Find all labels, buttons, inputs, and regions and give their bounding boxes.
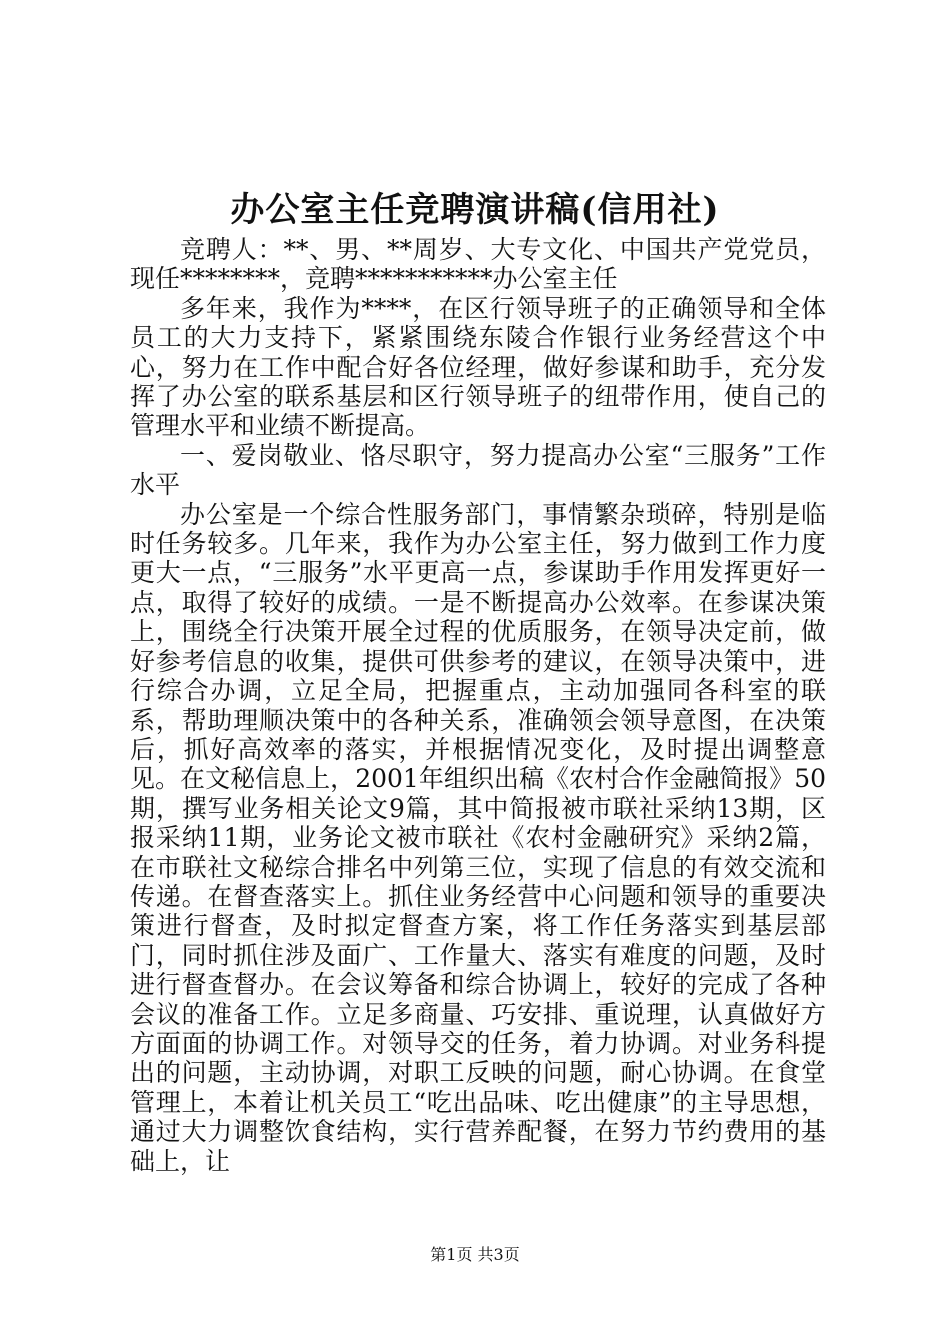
page-number-footer: 第1页 共3页 [430, 1245, 520, 1264]
document-body [130, 235, 826, 1176]
paragraph-office-work: 办公室是一个综合性服务部门，事情繁杂琐碎，特别是临时任务较多。几年来，我作为办公室主任，努力做到工作力度更大一点，“三服务”水平更高一点，参谋助手作用发挥更好一点，取得了较好的成绩。一是不断提高办公效率。在参谋决策上，围绕全行决策开展全过程的优质服务，在领导决定前，做好参考信息的收集，提供可供参考的建议，在领导决策中，进行综合办调，立足全局，把握重点，主动加强同各科室的联系，帮助理顺决策中的各种关系，准确领会领导意图，在决策后，抓好高效率的落实，并根据情况变化，及时提出调整意见。在文秘信息上，2001年组织出稿《农村合作金融简报》50期，撰写业务相关论文9篇，其中简报被市联社采纳13期，区报采纳11期，业务论文被市联社《农村金融研究》采纳2篇，在市联社文秘综合排名中列第三位，实现了信息的有效交流和传递。在督查落实上。抓住业务经营中心问题和领导的重要决策进行督查，及时拟定督查方案，将工作任务落实到基层部门，同时抓住涉及面广、工作量大、落实有难度的问题，及时进行督查督办。在会议筹备和综合协调上，较好的完成了各种会议的准备工作。立足多商量、巧安排、重说理，认真做好方方面面的协调工作。对领导交的任务，着力协调。对业务科提出的问题，主动协调，对职工反映的问题，耐心协调。在食堂管理上，本着让机关员工“吃出品味、吃出健康”的主导思想，通过大力调整饮食结构，实行营养配餐，在努力节约费用的基础上，让 [130, 499, 826, 1176]
section-heading-1: 一、爱岗敬业、恪尽职守，努力提高办公室“三服务”工作水平 [130, 440, 826, 500]
paragraph-candidate-info: 竞聘人：**、男、**周岁、大专文化、中国共产党党员，现任********，竞聘***********办公室主任 [130, 235, 826, 294]
document-title: 办公室主任竞聘演讲稿(信用社) [230, 190, 720, 230]
paragraph-introduction: 多年来，我作为****，在区行领导班子的正确领导和全体员工的大力支持下，紧紧围绕东陵合作银行业务经营这个中心，努力在工作中配合好各位经理，做好参谋和助手，充分发挥了办公室的联系基层和区行领导班子的纽带作用，使自己的管理水平和业绩不断提高。 [130, 293, 826, 441]
